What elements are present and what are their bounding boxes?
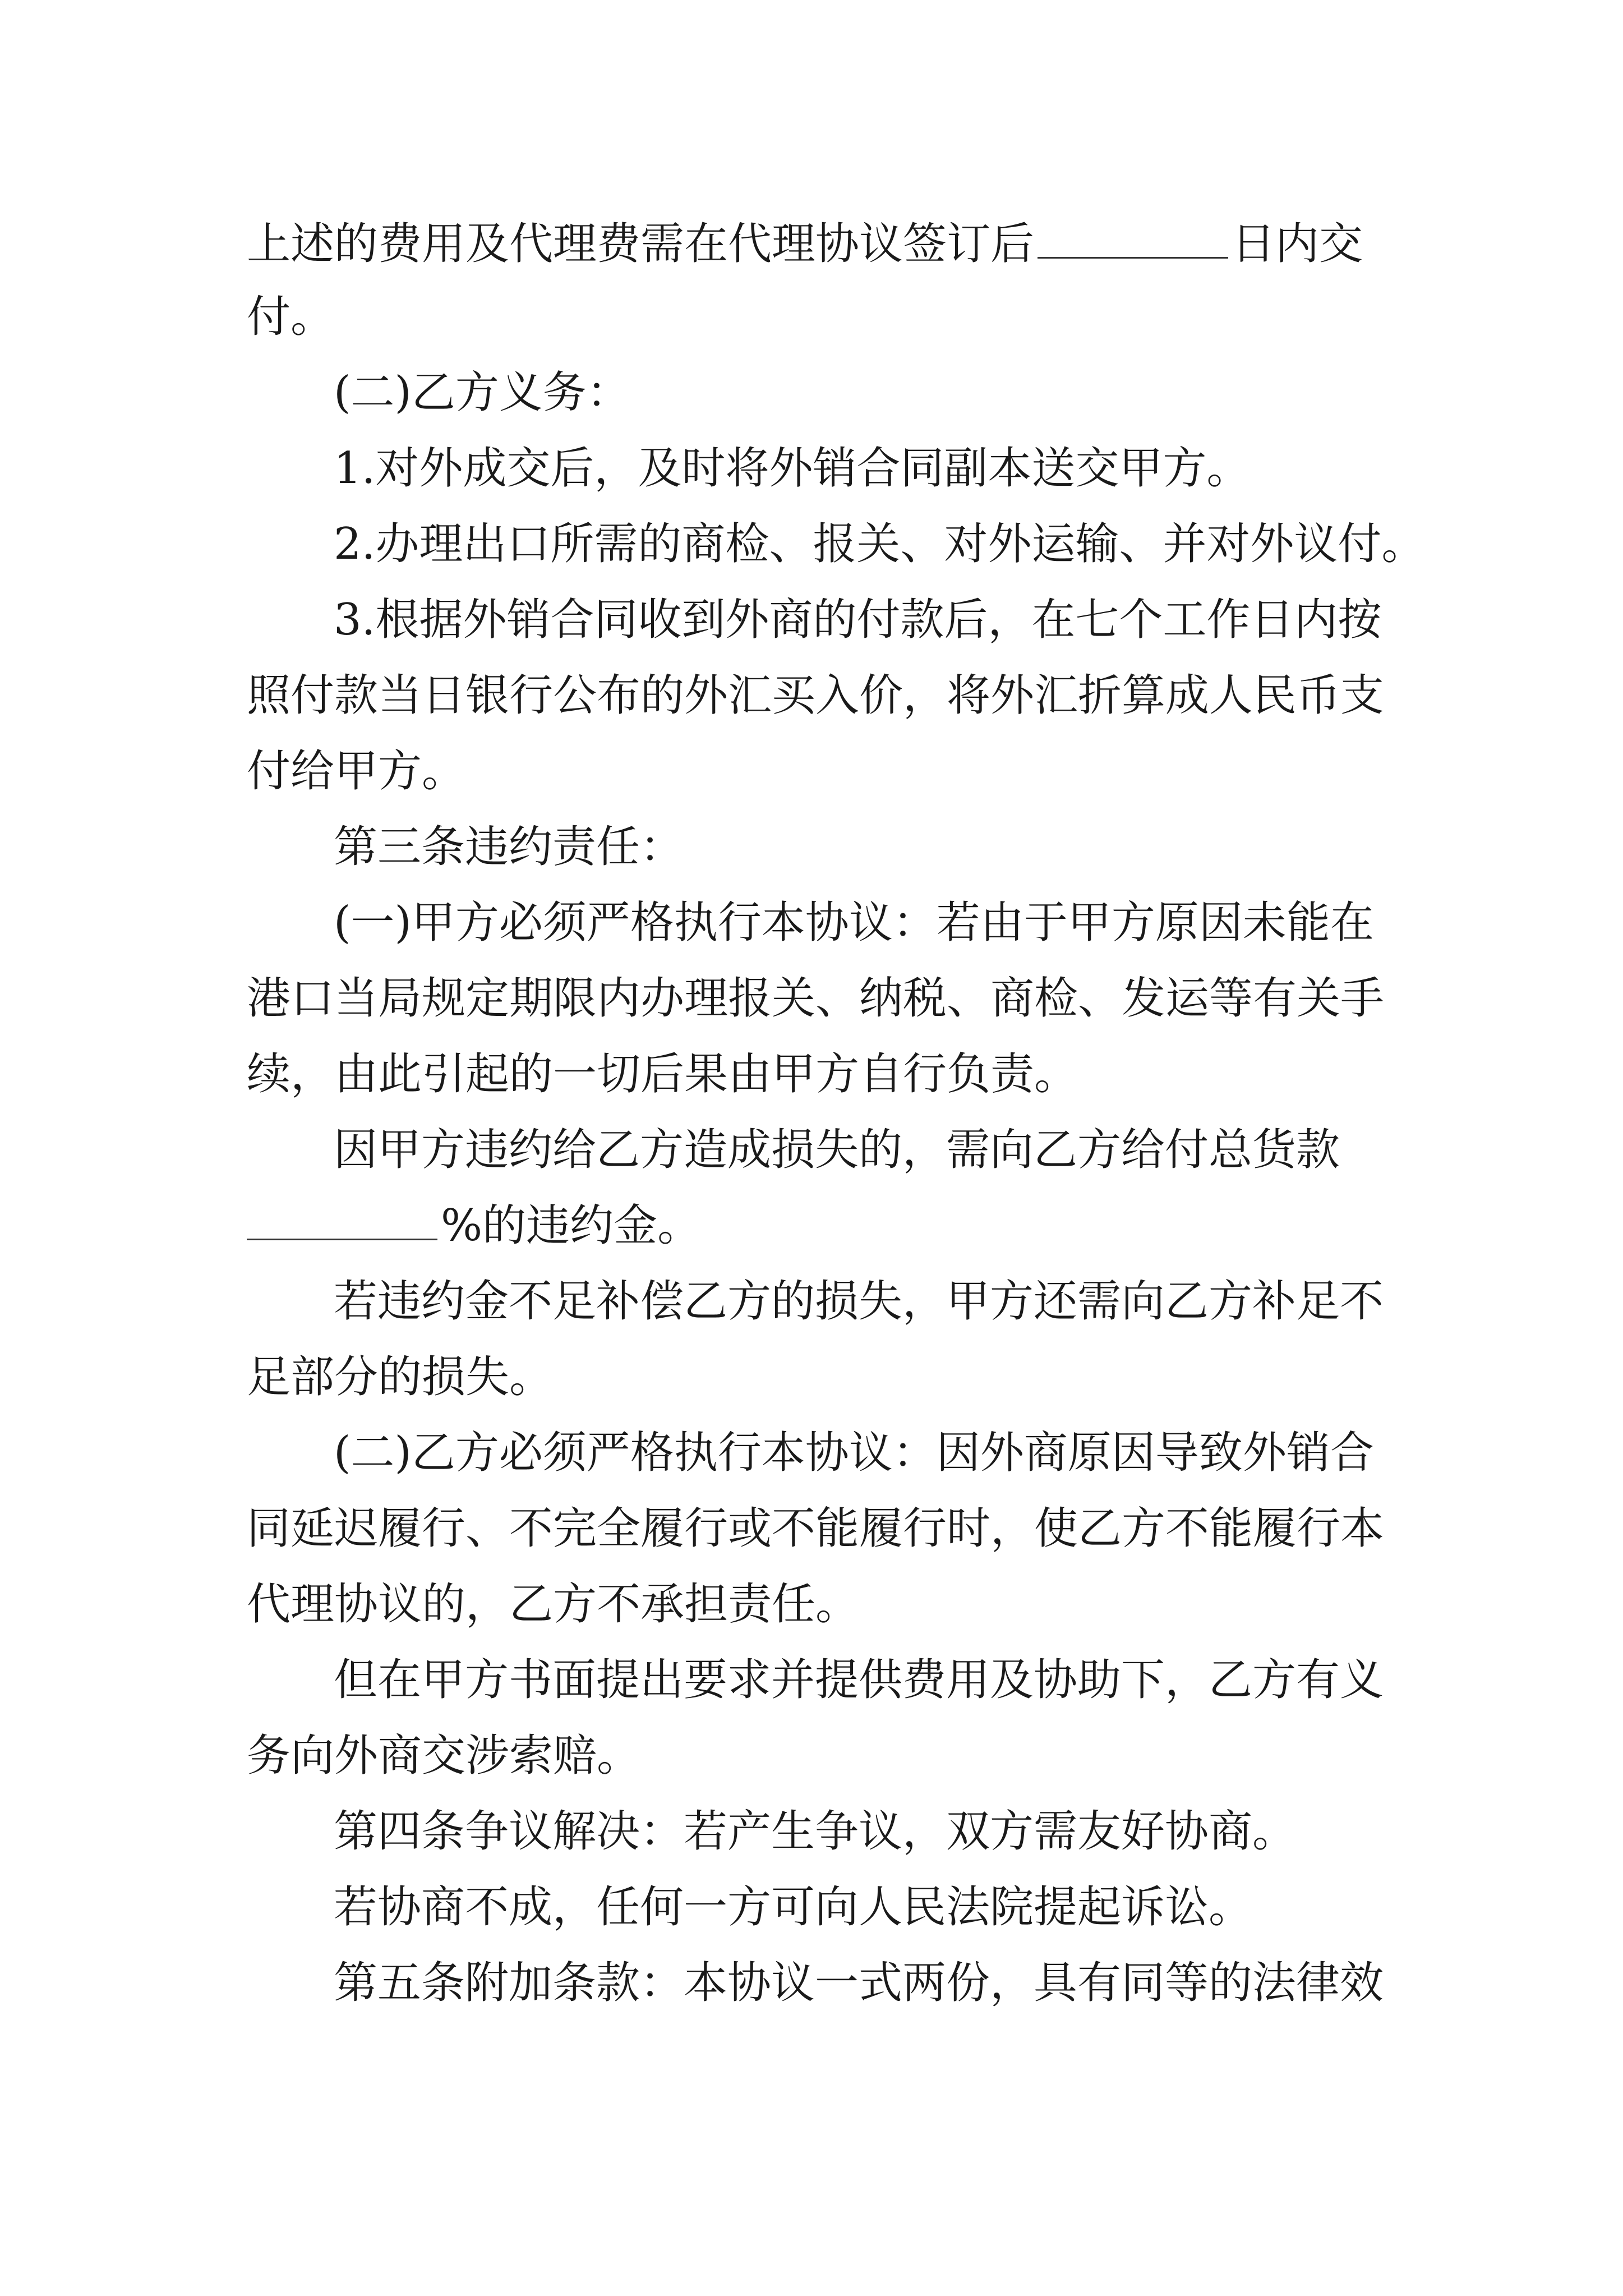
text-line-4: 1.对外成交后，及时将外销合同副本送交甲方。	[334, 443, 1251, 494]
fill-in-blank-percent	[247, 1202, 437, 1240]
text-line-15: 若违约金不足补偿乙方的损失，甲方还需向乙方补足不	[334, 1276, 1384, 1327]
text-line-13: 因甲方违约给乙方造成损失的，需向乙方给付总货款	[334, 1125, 1340, 1175]
text-line-19: 代理协议的，乙方不承担责任。	[247, 1579, 860, 1630]
text-line-24: 第五条附加条款：本协议一式两份，具有同等的法律效	[334, 1958, 1384, 2008]
text-line-1	[247, 213, 1363, 275]
text-line-8: 付给甲方。	[247, 746, 466, 797]
text-line-16: 足部分的损失。	[247, 1352, 554, 1402]
text-line-18: 同延迟履行、不完全履行或不能履行时，使乙方不能履行本	[247, 1503, 1385, 1554]
text-line-5: 2.办理出口所需的商检、报关、对外运输、并对外议付。	[334, 519, 1426, 569]
text-line-17: (二)乙方必须严格执行本协议：因外商原因导致外销合	[334, 1428, 1374, 1478]
text-line-2: 付。	[247, 292, 335, 342]
text-line-3: (二)乙方义务：	[334, 367, 630, 418]
text-line-14	[247, 1195, 701, 1257]
text-line-11: 港口当局规定期限内办理报关、纳税、商检、发运等有关手	[247, 973, 1385, 1024]
text-line-1-part-a: 上述的费用及代理费需在代理协议签订后	[247, 219, 1035, 269]
text-line-22: 第四条争议解决：若产生争议，双方需友好协商。	[334, 1806, 1297, 1857]
text-line-14-text: %的违约金。	[441, 1200, 702, 1251]
text-line-10: (一)甲方必须严格执行本协议：若由于甲方原因未能在	[334, 898, 1374, 948]
text-line-12: 续，由此引起的一切后果由甲方自行负责。	[247, 1049, 1078, 1099]
text-line-6: 3.根据外销合同收到外商的付款后，在七个工作日内按	[334, 595, 1382, 645]
text-line-21: 务向外商交涉索赔。	[247, 1731, 641, 1781]
text-line-20: 但在甲方书面提出要求并提供费用及协助下，乙方有义	[334, 1655, 1384, 1705]
text-line-9: 第三条违约责任：	[334, 822, 684, 872]
fill-in-blank-days	[1038, 220, 1228, 259]
text-line-7: 照付款当日银行公布的外汇买入价，将外汇折算成人民币支	[247, 670, 1385, 721]
text-line-1-part-b: 日内交	[1232, 219, 1363, 269]
text-line-23: 若协商不成，任何一方可向人民法院提起诉讼。	[334, 1882, 1253, 1932]
